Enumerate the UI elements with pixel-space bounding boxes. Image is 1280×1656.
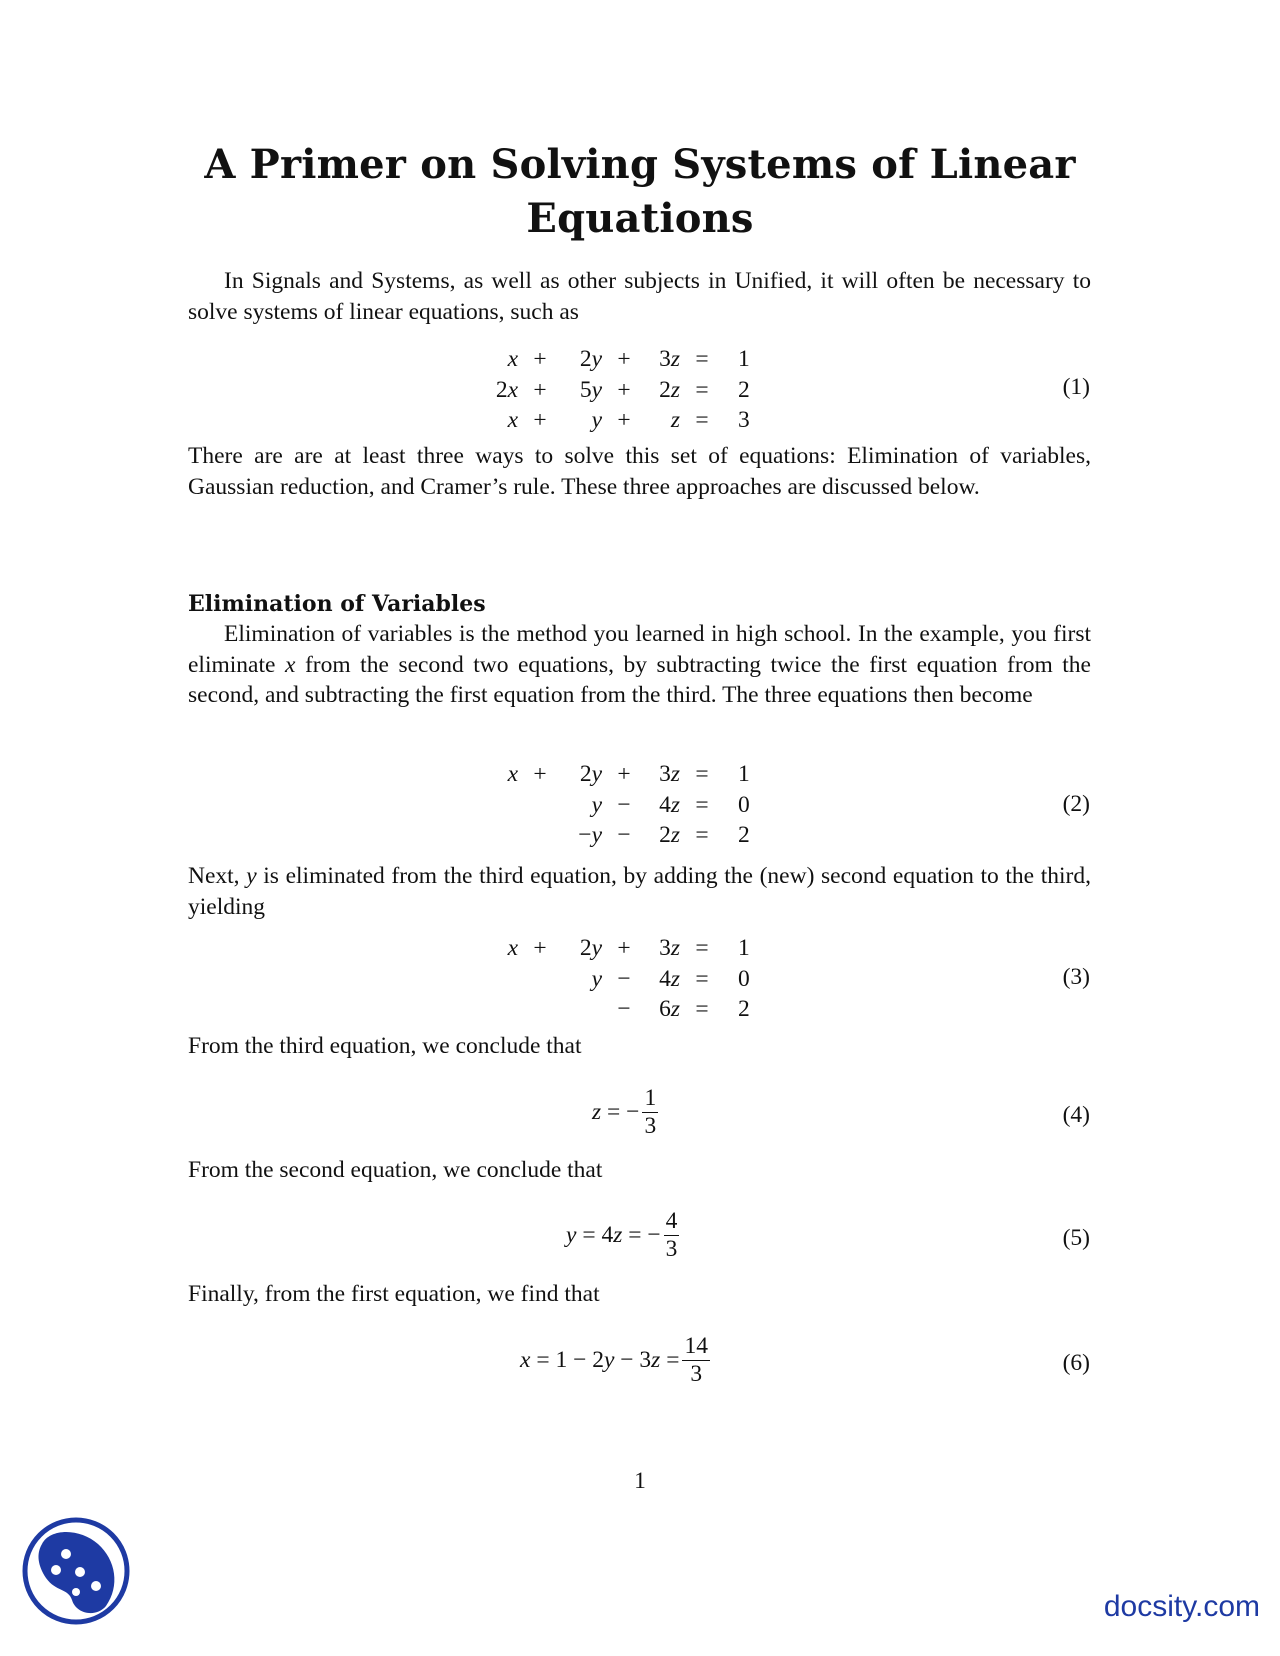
equation-3-cell	[562, 994, 602, 1025]
page-number: 1	[634, 1468, 646, 1494]
equation-1-cell: 3z	[659, 346, 680, 372]
equation-5-lhs: y = 4z = −	[566, 1222, 661, 1248]
elimination-text: Elimination of variables is the method you learned in high school. In the example, you first eliminate x from the second two equations, by subtracting twice the first equation from the second, and subtracting the first equation from the third. The three equations then become	[188, 621, 1091, 708]
equation-2-cell: 2y	[579, 761, 602, 787]
equation-4-numerator: 1	[644, 1085, 657, 1111]
equation-3-row	[492, 994, 750, 1025]
next-y-paragraph	[188, 861, 1091, 922]
from-second-paragraph: From the second equation, we conclude that	[188, 1157, 603, 1183]
equation-2-cell: =	[695, 791, 709, 818]
equation-1-cell: +	[533, 376, 547, 403]
equation-2	[492, 759, 750, 851]
equation-4	[592, 1085, 658, 1140]
equation-2-cell: −y	[578, 822, 602, 848]
elimination-paragraph	[188, 619, 1091, 711]
equation-2-row	[492, 790, 750, 821]
equation-3-cell: 2	[738, 996, 750, 1022]
equation-5-numerator: 4	[665, 1208, 678, 1234]
section-heading-elimination: Elimination of Variables	[188, 591, 486, 617]
equation-1-cell: +	[617, 407, 631, 433]
equation-number-6: (6)	[1062, 1350, 1090, 1376]
page-title: A Primer on Solving Systems of Linear Equations	[204, 141, 1076, 242]
equation-2-cell: x	[507, 761, 518, 787]
equation-1-cell: 2x	[495, 376, 518, 403]
equation-3-cell: 2y	[579, 935, 602, 961]
equation-3-row	[492, 964, 750, 995]
equation-1-cell: 2	[738, 376, 750, 403]
finally-paragraph: Finally, from the first equation, we find that	[188, 1281, 600, 1307]
equation-5-fraction	[664, 1208, 680, 1263]
equation-3-cell	[518, 994, 562, 1025]
equation-2-cell: −	[617, 791, 631, 818]
equation-4-denominator: 3	[644, 1113, 657, 1139]
equation-2-row	[492, 759, 750, 790]
equation-1-cell: 1	[738, 346, 750, 372]
docsity-logo-icon[interactable]	[20, 1514, 132, 1628]
equation-2-cell: 2z	[659, 822, 680, 848]
equation-4-fraction	[642, 1085, 658, 1140]
equation-number-4: (4)	[1062, 1102, 1090, 1128]
equation-2-cell	[518, 820, 562, 851]
equation-2-cell: +	[617, 761, 631, 787]
equation-1-cell: =	[695, 346, 709, 372]
docsity-watermark[interactable]: docsity.com	[1103, 1590, 1260, 1623]
equation-2-cell	[492, 790, 518, 821]
equation-1-cell: +	[533, 346, 547, 372]
equation-1-row	[492, 405, 750, 436]
math-variable-y: y	[246, 863, 257, 889]
equation-number-1: (1)	[1062, 374, 1090, 400]
intro-paragraph: In Signals and Systems, as well as other subjects in Unified, it will often be necessary to solve systems of linear equations, such as	[188, 268, 1091, 325]
equation-3-cell: y	[591, 965, 602, 992]
equation-3-cell	[518, 964, 562, 995]
equation-2-cell	[518, 790, 562, 821]
equation-3-cell: =	[695, 935, 709, 961]
equation-2-cell: 1	[738, 761, 750, 787]
equation-1-cell: 5y	[579, 376, 602, 403]
equation-number-5: (5)	[1062, 1225, 1090, 1251]
equation-2-cell: −	[617, 822, 631, 848]
equation-3-cell: =	[695, 996, 709, 1022]
equation-2-cell: =	[695, 761, 709, 787]
equation-6-fraction	[682, 1333, 710, 1388]
equation-3-cell: 1	[738, 935, 750, 961]
equation-3-cell: +	[617, 935, 631, 961]
equation-1-cell: 2y	[579, 346, 602, 372]
equation-2-cell: 0	[738, 791, 750, 818]
equation-1-cell: =	[695, 407, 709, 433]
equation-3-cell: 4z	[659, 965, 680, 992]
equation-2-cell: y	[591, 791, 602, 818]
equation-6	[520, 1333, 710, 1388]
equation-3	[492, 933, 750, 1025]
equation-2-cell: 4z	[659, 791, 680, 818]
equation-2-row	[492, 820, 750, 851]
equation-5	[566, 1208, 679, 1263]
equation-3-cell: −	[617, 965, 631, 992]
equation-3-cell	[492, 964, 518, 995]
equation-2-cell: 2	[738, 822, 750, 848]
equation-6-denominator: 3	[690, 1361, 703, 1387]
next-y-text: Next, y is eliminated from the third equation, by adding the (new) second equation to the third, yielding	[188, 863, 1091, 920]
equation-1-cell: z	[670, 407, 680, 433]
equation-1-cell: +	[617, 376, 631, 403]
equation-3-cell: x	[507, 935, 518, 961]
equation-3-cell: =	[695, 965, 709, 992]
equation-1-row	[492, 344, 750, 375]
equation-3-row	[492, 933, 750, 964]
equation-1-cell: x	[507, 346, 518, 372]
equation-number-2: (2)	[1062, 791, 1090, 817]
equation-3-cell: 0	[738, 965, 750, 992]
equation-number-3: (3)	[1062, 964, 1090, 990]
from-third-paragraph: From the third equation, we conclude that	[188, 1033, 582, 1059]
equation-3-cell: 6z	[659, 996, 680, 1022]
equation-3-cell: 3z	[659, 935, 680, 961]
equation-1-cell: x	[507, 407, 518, 433]
equation-1-cell: y	[591, 407, 602, 433]
equation-1-cell: +	[533, 407, 547, 433]
equation-1-cell: 2z	[659, 376, 680, 403]
equation-2-cell: +	[533, 761, 547, 787]
equation-1-row	[492, 375, 750, 406]
equation-4-lhs: z = −	[592, 1099, 640, 1125]
equation-2-cell: =	[695, 822, 709, 848]
equation-1-cell: =	[695, 376, 709, 403]
equation-3-cell: −	[617, 996, 631, 1022]
equation-2-cell	[492, 820, 518, 851]
equation-3-cell	[492, 994, 518, 1025]
equation-6-numerator: 14	[684, 1333, 708, 1359]
equation-1	[492, 344, 750, 436]
equation-6-lhs: x = 1 − 2y − 3z =	[520, 1347, 680, 1373]
equation-1-cell: 3	[738, 407, 750, 433]
math-variable-x: x	[284, 651, 296, 678]
equation-5-denominator: 3	[665, 1236, 678, 1262]
methods-paragraph: There are are at least three ways to solve this set of equations: Elimination of variables, Gaussian reduction, and Cramer’s rule. These three approaches are discussed below.	[188, 443, 1091, 500]
equation-1-cell: +	[617, 346, 631, 372]
equation-2-cell: 3z	[659, 761, 680, 787]
equation-3-cell: +	[533, 935, 547, 961]
